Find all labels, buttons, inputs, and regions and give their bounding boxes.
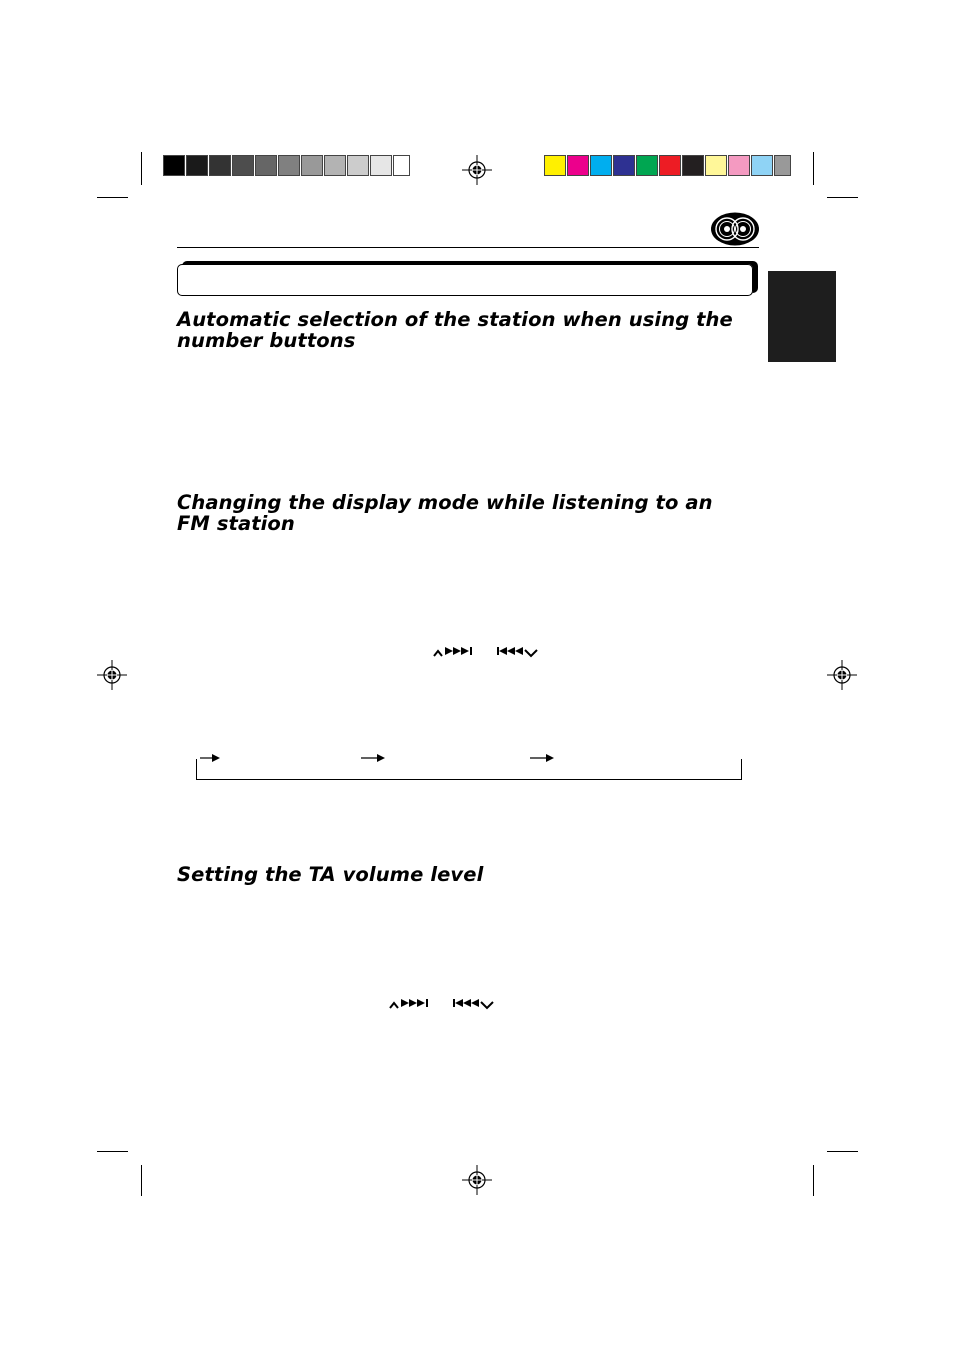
gray-swatch-2	[186, 155, 208, 176]
crop-mark	[827, 1151, 858, 1152]
color-swatch-magenta	[567, 155, 589, 176]
gray-swatch-1	[163, 155, 185, 176]
gray-swatch-11	[393, 155, 410, 176]
registration-crosshair-icon	[97, 660, 127, 690]
heading-auto-selection: Automatic selection of the station when using the number buttons	[177, 308, 733, 352]
gray-swatch-10	[370, 155, 392, 176]
color-swatch-pink	[728, 155, 750, 176]
gray-swatch-6	[278, 155, 300, 176]
gray-swatch-8	[324, 155, 346, 176]
color-swatch-gray	[774, 155, 791, 176]
registration-crosshair-icon	[462, 1165, 492, 1195]
color-swatch-blue	[613, 155, 635, 176]
gray-swatch-9	[347, 155, 369, 176]
heading-ta-volume: Setting the TA volume level	[177, 863, 484, 886]
right-arrow-icon	[200, 753, 220, 763]
caret-up-next-track-icon	[389, 996, 431, 1010]
crop-mark	[813, 152, 814, 185]
header-rule	[177, 247, 759, 248]
color-swatch-yellow	[544, 155, 566, 176]
heading-display-mode: Changing the display mode while listening to an FM station	[177, 491, 713, 535]
color-swatch-light-cyan	[751, 155, 773, 176]
gray-swatch-7	[301, 155, 323, 176]
language-side-tab	[768, 271, 836, 362]
registration-crosshair-icon	[827, 660, 857, 690]
gray-swatch-5	[255, 155, 277, 176]
color-swatch-cyan	[590, 155, 612, 176]
gray-swatch-4	[232, 155, 254, 176]
crop-mark	[827, 197, 858, 198]
crop-mark	[141, 1165, 142, 1196]
gray-swatch-3	[209, 155, 231, 176]
registration-crosshair-icon	[462, 155, 492, 185]
section-title-bar	[177, 264, 753, 296]
color-swatch-red	[659, 155, 681, 176]
previous-track-caret-down-icon	[496, 644, 540, 658]
disc-logo-icon	[710, 212, 760, 246]
right-arrow-icon	[530, 753, 554, 763]
crop-mark	[97, 1151, 128, 1152]
previous-track-caret-down-icon	[452, 996, 496, 1010]
right-arrow-icon	[361, 753, 385, 763]
crop-mark	[97, 197, 128, 198]
color-swatch-light-yellow	[705, 155, 727, 176]
display-mode-flow-loop	[196, 759, 742, 780]
color-swatch-black	[682, 155, 704, 176]
caret-up-next-track-icon	[433, 644, 475, 658]
crop-mark	[141, 152, 142, 185]
color-swatch-green	[636, 155, 658, 176]
crop-mark	[813, 1165, 814, 1196]
